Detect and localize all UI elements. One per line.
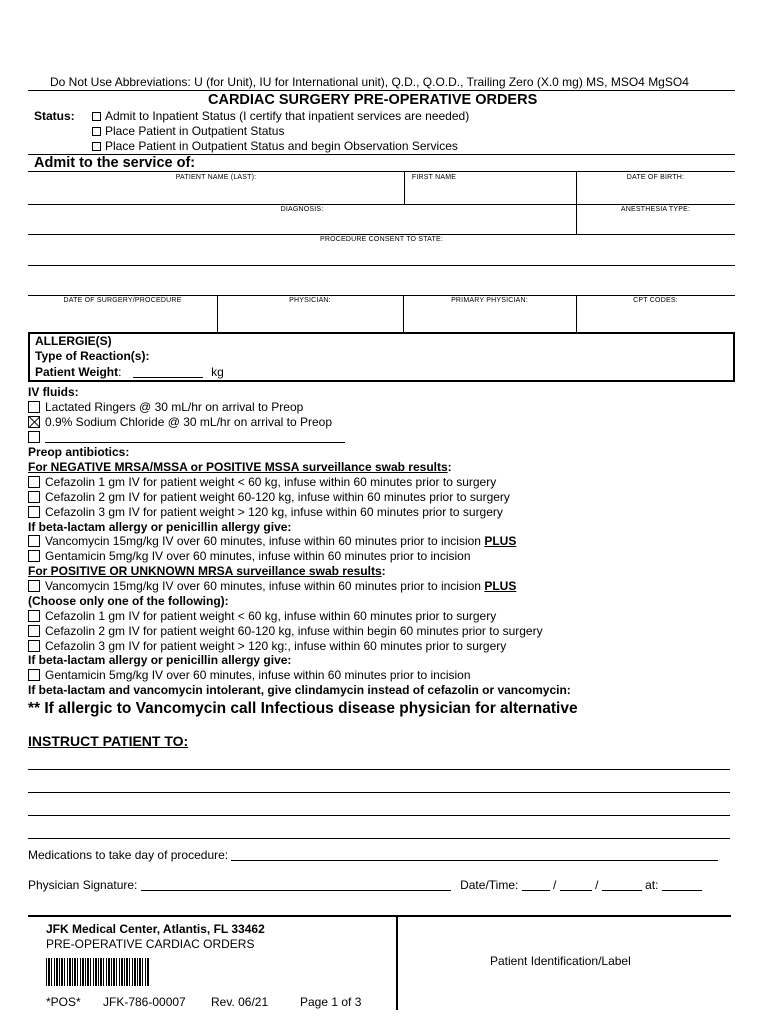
checkbox-icon[interactable] — [28, 580, 40, 592]
status-option-observation[interactable]: Place Patient in Outpatient Status and begin Observation Services — [92, 139, 458, 153]
patient-weight-row: Patient Weight: kg — [35, 365, 224, 379]
anesthesia-type-field[interactable]: ANESTHESIA TYPE: — [620, 206, 691, 213]
vancomycin-option-2[interactable]: Vancomycin 15mg/kg IV over 60 minutes, infuse within 60 minutes prior to incision PLUS — [28, 579, 516, 593]
positive-mrsa-heading: For POSITIVE OR UNKNOWN MRSA surveillance swab results: — [28, 564, 386, 578]
status-label: Status: — [34, 109, 75, 123]
pos-cefazolin-3gm[interactable]: Cefazolin 3 gm IV for patient weight > 120 kg:, infuse within 60 minutes prior to surgery — [28, 639, 506, 653]
allergies-label: ALLERGIE(S) — [35, 334, 112, 348]
negative-mrsa-heading: For NEGATIVE MRSA/MSSA or POSITIVE MSSA surveillance swab results: — [28, 460, 452, 474]
page-number: Page 1 of 3 — [300, 995, 362, 1009]
iv-other-input[interactable] — [45, 442, 345, 443]
vancomycin-option-1[interactable]: Vancomycin 15mg/kg IV over 60 minutes, infuse within 60 minutes prior to incision PLUS — [28, 534, 516, 548]
iv-option-sodium-chloride[interactable]: 0.9% Sodium Chloride @ 30 mL/hr on arrival to Preop — [28, 415, 332, 429]
iv-fluids-heading: IV fluids: — [28, 385, 79, 399]
checkbox-icon[interactable] — [28, 476, 40, 488]
procedure-consent-field[interactable]: PROCEDURE CONSENT TO STATE: — [320, 236, 443, 243]
patient-last-name-field[interactable]: PATIENT NAME (LAST): — [175, 174, 257, 181]
date-year-input[interactable] — [602, 890, 642, 891]
checkbox-icon[interactable] — [28, 535, 40, 547]
checkbox-icon[interactable] — [92, 127, 101, 136]
form-revision: Rev. 06/21 — [211, 995, 269, 1009]
first-name-field[interactable]: FIRST NAME — [411, 174, 457, 181]
reaction-type-label: Type of Reaction(s): — [35, 349, 150, 363]
neg-cefazolin-3gm[interactable]: Cefazolin 3 gm IV for patient weight > 120 kg, infuse within 60 minutes prior to surgery — [28, 505, 503, 519]
instruction-line-1[interactable] — [28, 769, 730, 770]
vancomycin-intolerant-note: If beta-lactam and vancomycin intolerant, give clindamycin instead of cefazolin or vancomycin: — [28, 683, 571, 697]
choose-one-heading: (Choose only one of the following): — [28, 594, 229, 608]
form-number: JFK-786-00007 — [103, 995, 186, 1009]
patient-identification-label[interactable]: Patient Identification/Label — [490, 954, 631, 968]
checkbox-icon[interactable] — [28, 506, 40, 518]
date-month-input[interactable] — [522, 890, 550, 891]
iv-option-lactated-ringers[interactable]: Lactated Ringers @ 30 mL/hr on arrival to Preop — [28, 400, 303, 414]
form-title: CARDIAC SURGERY PRE-OPERATIVE ORDERS — [208, 92, 538, 108]
form-name: PRE-OPERATIVE CARDIAC ORDERS — [46, 937, 255, 951]
time-input[interactable] — [662, 890, 702, 891]
status-option-outpatient[interactable]: Place Patient in Outpatient Status — [92, 124, 284, 138]
pos-code: *POS* — [46, 995, 81, 1009]
medications-row: Medications to take day of procedure: — [28, 848, 718, 862]
diagnosis-field[interactable]: DIAGNOSIS: — [280, 206, 324, 213]
barcode — [46, 958, 149, 986]
checkbox-icon[interactable] — [28, 401, 40, 413]
checkbox-icon[interactable] — [28, 640, 40, 652]
checkbox-icon[interactable] — [28, 491, 40, 503]
checkbox-icon[interactable] — [28, 610, 40, 622]
checkbox-icon[interactable] — [28, 669, 40, 681]
checkbox-icon[interactable] — [92, 112, 101, 121]
instruction-line-4[interactable] — [28, 838, 730, 839]
neg-cefazolin-2gm[interactable]: Cefazolin 2 gm IV for patient weight 60-120 kg, infuse within 60 minutes prior to surgery — [28, 490, 510, 504]
checked-checkbox-icon[interactable] — [28, 416, 40, 428]
gentamicin-option-2[interactable]: Gentamicin 5mg/kg IV over 60 minutes, infuse within 60 minutes prior to incision — [28, 668, 471, 682]
date-of-birth-field[interactable]: DATE OF BIRTH: — [626, 174, 685, 181]
pos-cefazolin-2gm[interactable]: Cefazolin 2 gm IV for patient weight 60-120 kg, infuse within begin 60 minutes prior to surgery — [28, 624, 543, 638]
instruction-line-2[interactable] — [28, 792, 730, 793]
instruction-line-3[interactable] — [28, 815, 730, 816]
vancomycin-allergy-warning: ** If allergic to Vancomycin call Infectious disease physician for alternative — [28, 700, 578, 717]
physician-signature-input[interactable] — [141, 890, 451, 891]
medications-input[interactable] — [231, 860, 718, 861]
admit-service-label: Admit to the service of: — [34, 155, 196, 171]
cpt-codes-field[interactable]: CPT CODES: — [633, 297, 678, 304]
beta-lactam-heading-1: If beta-lactam allergy or penicillin allergy give: — [28, 520, 292, 534]
signature-row: Physician Signature: Date/Time: / / at: — [28, 878, 702, 892]
preop-antibiotics-heading: Preop antibiotics: — [28, 445, 130, 459]
instruct-patient-heading: INSTRUCT PATIENT TO: — [28, 733, 189, 749]
abbreviation-warning: Do Not Use Abbreviations: U (for Unit), IU for International unit), Q.D., Q.O.D., Trailing Zero (X.0 mg) MS, MSO4 MgSO4 — [50, 75, 689, 89]
physician-field[interactable]: PHYSICIAN: — [289, 297, 331, 304]
date-day-input[interactable] — [560, 890, 592, 891]
neg-cefazolin-1gm[interactable]: Cefazolin 1 gm IV for patient weight < 60 kg, infuse within 60 minutes prior to surgery — [28, 475, 496, 489]
beta-lactam-heading-2: If beta-lactam allergy or penicillin allergy give: — [28, 653, 292, 667]
date-of-surgery-field[interactable]: DATE OF SURGERY/PROCEDURE — [63, 297, 182, 304]
patient-weight-input[interactable] — [133, 377, 203, 378]
checkbox-icon[interactable] — [92, 142, 101, 151]
checkbox-icon[interactable] — [28, 431, 40, 443]
primary-physician-field[interactable]: PRIMARY PHYSICIAN: — [451, 297, 528, 304]
facility-name: JFK Medical Center, Atlantis, FL 33462 — [46, 922, 265, 936]
status-option-inpatient[interactable]: Admit to Inpatient Status (I certify that inpatient services are needed) — [92, 109, 469, 123]
checkbox-icon[interactable] — [28, 625, 40, 637]
gentamicin-option-1[interactable]: Gentamicin 5mg/kg IV over 60 minutes, infuse within 60 minutes prior to incision — [28, 549, 471, 563]
iv-option-other[interactable] — [28, 430, 345, 444]
checkbox-icon[interactable] — [28, 550, 40, 562]
pos-cefazolin-1gm[interactable]: Cefazolin 1 gm IV for patient weight < 60 kg, infuse within 60 minutes prior to surgery — [28, 609, 496, 623]
